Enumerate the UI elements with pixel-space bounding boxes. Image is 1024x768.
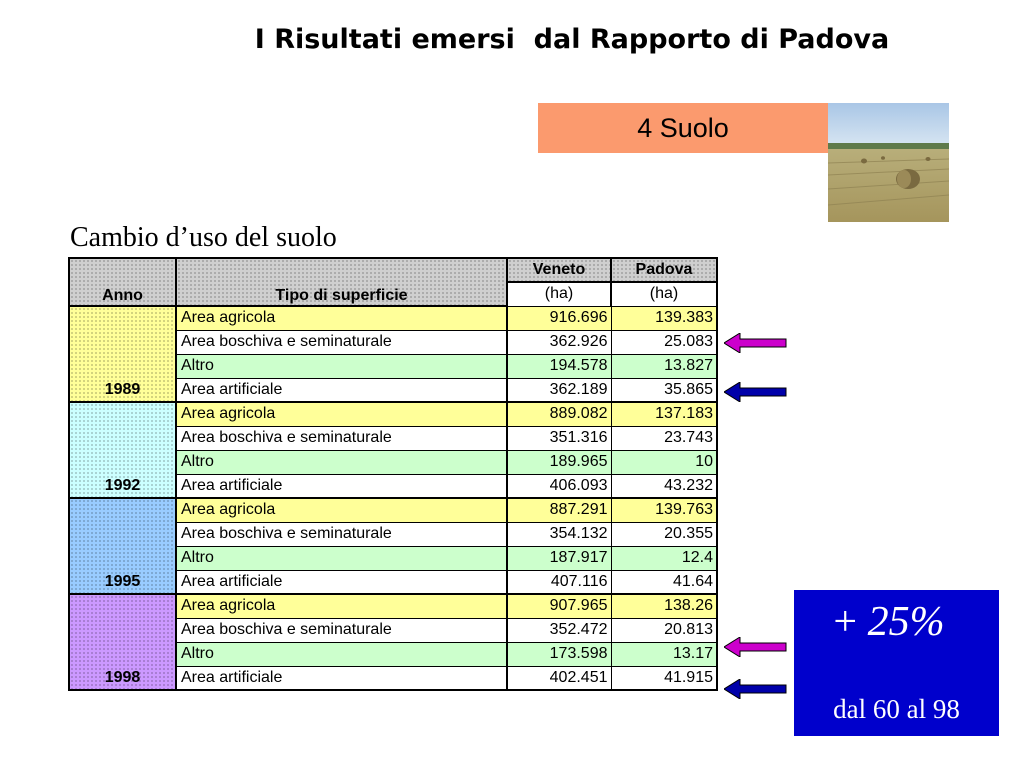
slide-title: I Risultati emersi dal Rapporto di Padova (254, 24, 890, 55)
cell-tipo: Area boschiva e seminaturale (176, 618, 507, 642)
header-padova: Padova (611, 258, 717, 282)
header-anno: Anno (69, 258, 176, 306)
cell-tipo: Area artificiale (176, 474, 507, 498)
cell-veneto: 907.965 (507, 594, 611, 618)
cell-tipo: Area boschiva e seminaturale (176, 522, 507, 546)
table-row (69, 306, 717, 330)
cell-padova: 12.4 (611, 546, 717, 570)
cell-padova: 43.232 (611, 474, 717, 498)
cell-padova: 13.17 (611, 642, 717, 666)
cell-veneto: 194.578 (507, 354, 611, 378)
cell-tipo: Area boschiva e seminaturale (176, 330, 507, 354)
cell-padova: 35.865 (611, 378, 717, 402)
cell-veneto: 889.082 (507, 402, 611, 426)
cell-padova: 25.083 (611, 330, 717, 354)
cell-padova: 138.26 (611, 594, 717, 618)
table-row (69, 498, 717, 522)
cell-tipo: Area agricola (176, 594, 507, 618)
unit-padova: (ha) (611, 282, 717, 306)
year-label: 1992 (104, 477, 141, 494)
highlight-percent: + 25% (833, 599, 945, 645)
section-label: 4 Suolo (637, 112, 729, 143)
section-label-box (538, 103, 828, 153)
cell-veneto: 189.965 (507, 450, 611, 474)
cell-padova: 137.183 (611, 402, 717, 426)
cell-tipo: Altro (176, 450, 507, 474)
cell-padova: 10 (611, 450, 717, 474)
cell-tipo: Area agricola (176, 306, 507, 330)
unit-veneto: (ha) (507, 282, 611, 306)
cell-veneto: 916.696 (507, 306, 611, 330)
year-cell (69, 402, 176, 498)
field-hay-bales-photo (828, 103, 949, 222)
cell-veneto: 402.451 (507, 666, 611, 690)
year-cell (69, 306, 176, 402)
cell-veneto: 407.116 (507, 570, 611, 594)
magenta-arrow-icon (724, 333, 788, 353)
year-cell (69, 498, 176, 594)
cell-veneto: 351.316 (507, 426, 611, 450)
cell-veneto: 362.189 (507, 378, 611, 402)
cell-padova: 41.915 (611, 666, 717, 690)
blue-arrow-icon (724, 382, 788, 402)
cell-tipo: Area artificiale (176, 666, 507, 690)
year-label: 1998 (104, 669, 141, 686)
cell-tipo: Altro (176, 546, 507, 570)
cell-tipo: Area artificiale (176, 570, 507, 594)
table-row (69, 402, 717, 426)
land-use-table (68, 257, 718, 691)
cell-padova: 41.64 (611, 570, 717, 594)
magenta-arrow-shape (724, 333, 786, 353)
table-row (69, 594, 717, 618)
highlight-caption: dal 60 al 98 (833, 694, 960, 724)
cell-veneto: 173.598 (507, 642, 611, 666)
magenta-arrow-icon (724, 637, 788, 657)
cell-padova: 13.827 (611, 354, 717, 378)
year-cell (69, 594, 176, 690)
cell-padova: 139.763 (611, 498, 717, 522)
cell-tipo: Area artificiale (176, 378, 507, 402)
cell-veneto: 187.917 (507, 546, 611, 570)
header-tipo-superficie: Tipo di superficie (176, 258, 507, 306)
cell-padova: 20.813 (611, 618, 717, 642)
cell-veneto: 887.291 (507, 498, 611, 522)
cell-tipo: Altro (176, 354, 507, 378)
cell-veneto: 362.926 (507, 330, 611, 354)
cell-tipo: Area agricola (176, 498, 507, 522)
blue-arrow-shape (724, 382, 786, 402)
cell-padova: 20.355 (611, 522, 717, 546)
cell-padova: 23.743 (611, 426, 717, 450)
cell-veneto: 352.472 (507, 618, 611, 642)
highlight-box (794, 590, 999, 736)
magenta-arrow-shape (724, 637, 786, 657)
year-label: 1989 (104, 381, 141, 398)
year-label: 1995 (104, 573, 141, 590)
cell-veneto: 354.132 (507, 522, 611, 546)
cell-tipo: Altro (176, 642, 507, 666)
cell-padova: 139.383 (611, 306, 717, 330)
cell-veneto: 406.093 (507, 474, 611, 498)
cell-tipo: Area boschiva e seminaturale (176, 426, 507, 450)
blue-arrow-icon (724, 679, 788, 699)
blue-arrow-shape (724, 679, 786, 699)
table-subtitle: Cambio d’uso del suolo (70, 222, 337, 253)
cell-tipo: Area agricola (176, 402, 507, 426)
header-veneto: Veneto (507, 258, 611, 282)
